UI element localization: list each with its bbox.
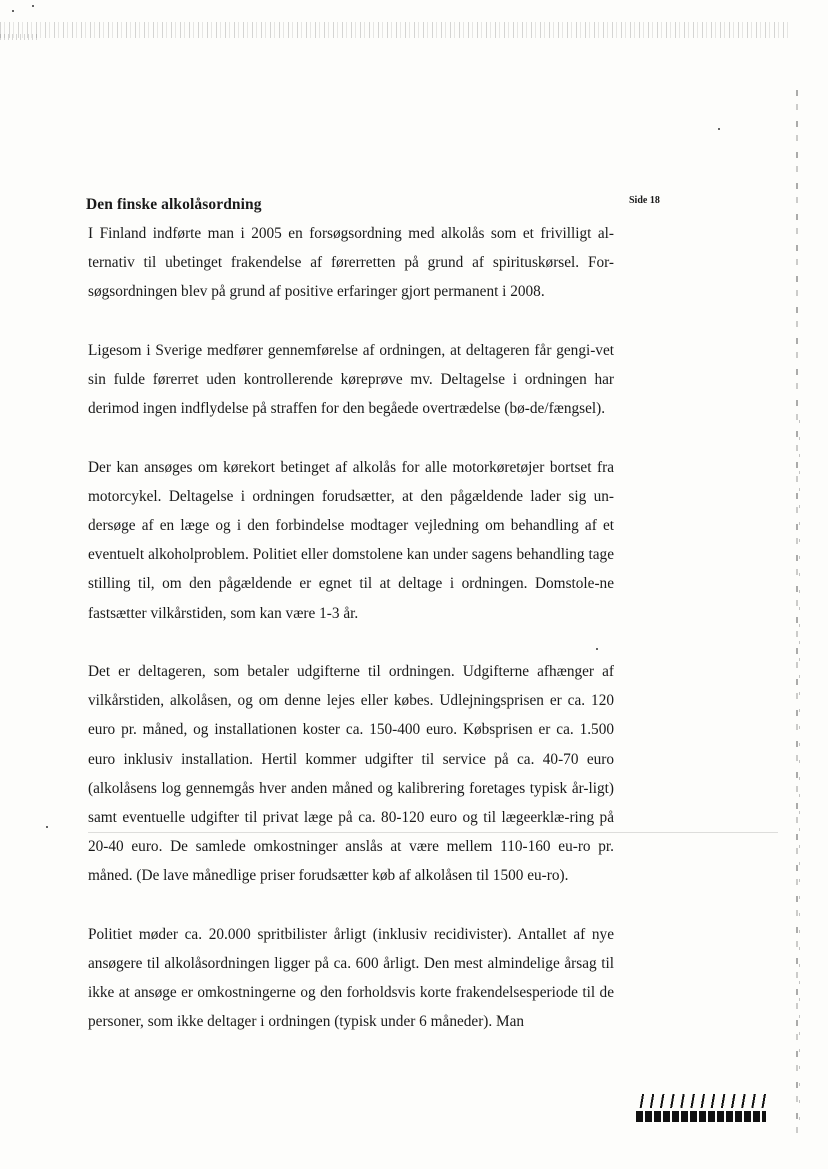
scan-noise-top-left (0, 34, 40, 40)
scan-edge-right-faint (799, 420, 800, 1120)
barcode-mark (636, 1094, 766, 1124)
scan-speck (718, 128, 720, 130)
scan-speck (32, 5, 34, 7)
barcode-blocks (636, 1111, 766, 1122)
section-heading: Den finske alkolåsordning (86, 196, 262, 213)
barcode-ticks (636, 1094, 766, 1108)
paragraph-1: I Finland indførte man i 2005 en forsøgsordning med alkolås som et frivilligt al-ternativ til ubetinget frakendelse af førerretten på grund af spirituskørsel. For-søgsordningen blev på grund af positive erfaringer gjort permanent i 2008. (88, 225, 614, 301)
scan-noise-top (0, 22, 790, 38)
paragraph-4: Det er deltageren, som betaler udgifterne til ordningen. Udgifterne afhænger af vilkårstiden, alkolåsen, og om denne lejes eller købes. Udlejningsprisen er ca. 120 euro pr. måned, og installationen koster ca. 150-400 euro. Købsprisen er ca. 1.500 euro inklusiv installation. Hertil kommer udgifter til service på ca. 40-70 euro (alkolåsens log gennemgås hver anden måned og kalibrering foretages typisk år-ligt) samt eventuelle udgifter til privat læge på ca. 80-120 euro og til lægeerklæ-ring på 20-40 euro. De samlede omkostninger anslås at være mellem 110-160 eu-ro pr. måned. (De lave månedlige priser forudsætter køb af alkolåsen til 1500 eu-ro). (88, 663, 614, 885)
paragraph-2: Ligesom i Sverige medfører gennemførelse af ordningen, at deltageren får gengi-vet sin fulde førerret uden kontrollerende køreprøve mv. Deltagelse i ordningen har derimod ingen indflydelse på straffen for den begåede overtrædelse (bø-de/fængsel). (88, 341, 614, 418)
scan-speck (12, 10, 14, 12)
scan-speck (46, 826, 48, 828)
page-number: Side 18 (629, 195, 660, 206)
body-text (88, 219, 614, 1066)
scan-edge-right (796, 90, 798, 1140)
paragraph-5: Politiet møder ca. 20.000 spritbilister årligt (inklusiv recidivister). Antallet af nye ansøgere til alkolåsordningen ligger på ca. 600 årligt. Den mest almindelige årsag til ikke at ansøge er omkostningerne og den forholdsvis korte frakendelsesperiode til de personer, som ikke deltager i ordningen (typisk under 6 måneder). Man (88, 925, 614, 1031)
paragraph-3: Der kan ansøges om kørekort betinget af alkolås for alle motorkøretøjer bortset fra motorcykel. Deltagelse i ordningen forudsætter, at den pågældende lader sig un-dersøge af en læge og i den forbindelse modtager vejledning om behandling af et eventuelt alkoholproblem. Politiet eller domstolene kan under sagens behandling tage stilling til, om den pågældende er egnet til at deltage i ordningen. Domstole-ne fastsætter vilkårstiden, som kan være 1-3 år. (88, 458, 614, 622)
